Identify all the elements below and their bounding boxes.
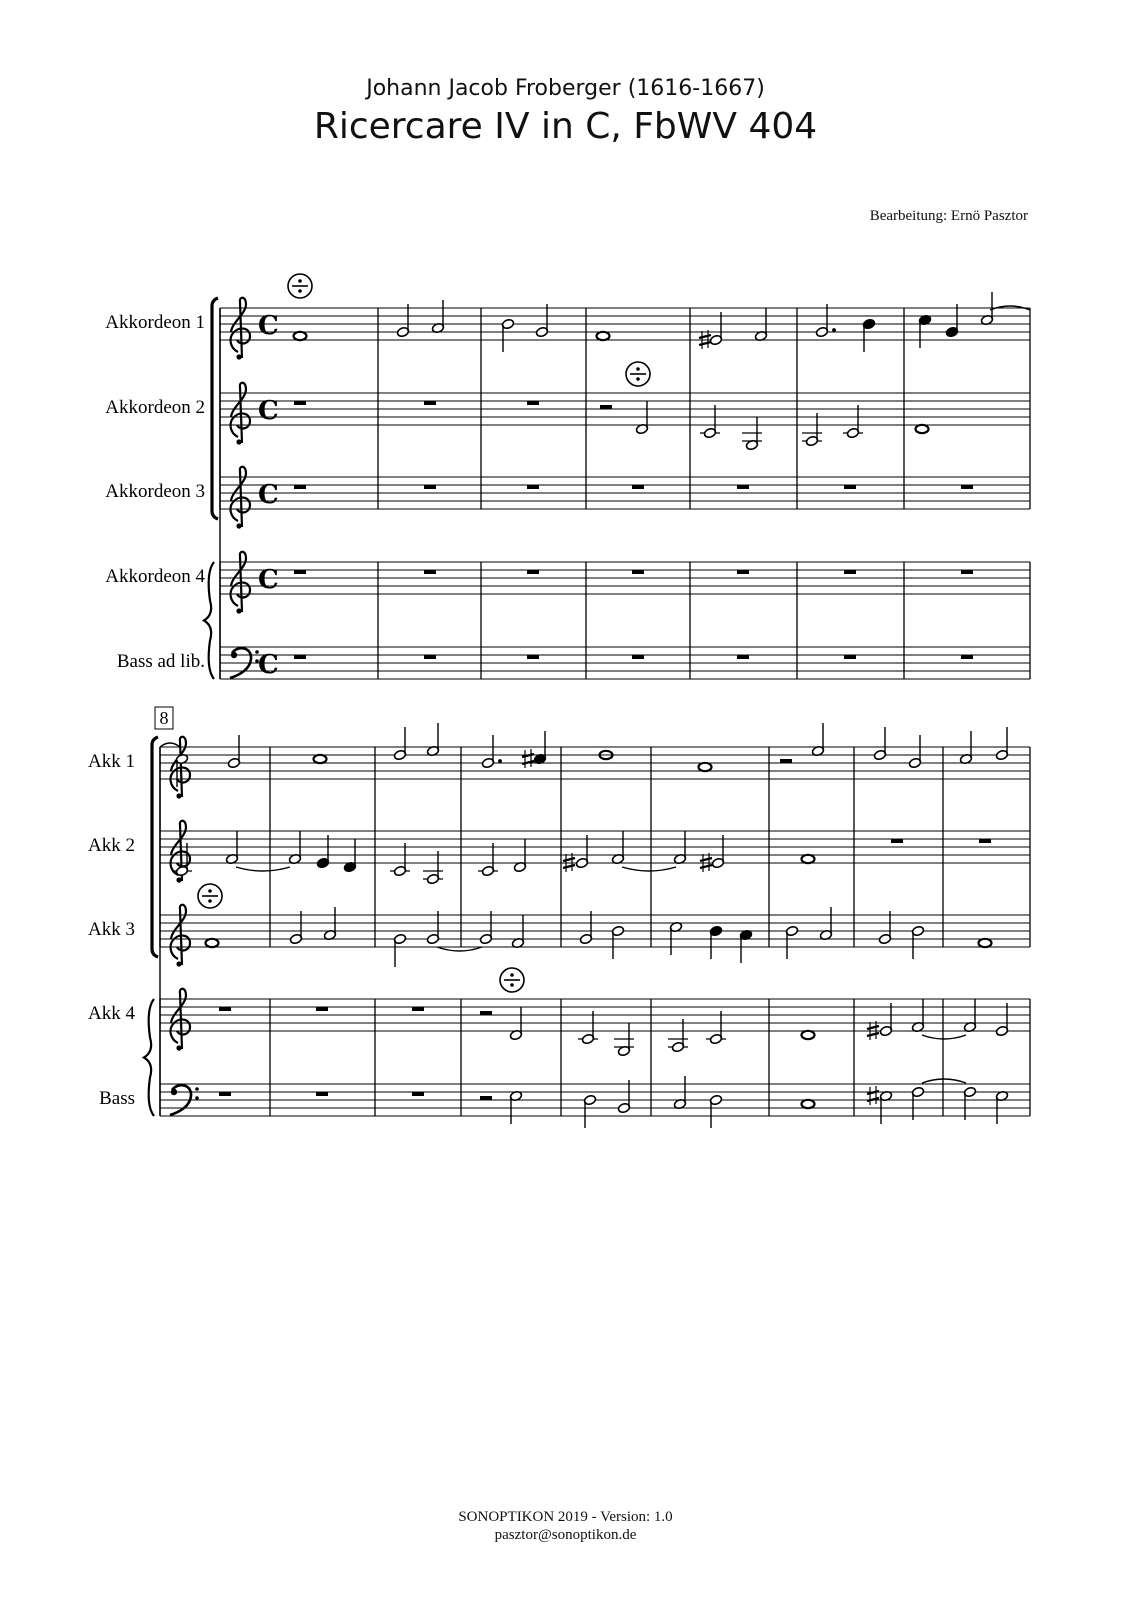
system-2	[88, 707, 1030, 1128]
rest	[780, 759, 792, 763]
note	[668, 1019, 688, 1053]
note	[785, 925, 798, 959]
bracket	[212, 298, 218, 519]
rest	[527, 570, 539, 574]
note	[862, 318, 875, 352]
piece-title: Ricercare IV in C, FbWV 404	[313, 106, 818, 147]
time-signature: C	[258, 565, 279, 595]
note	[911, 925, 924, 959]
tie	[437, 947, 482, 951]
staff-label: Bass ad lib.	[116, 651, 205, 672]
rest	[424, 401, 436, 405]
rest	[480, 1096, 492, 1100]
arranger-credit: Bearbeitung: Ernö Pasztor	[869, 208, 1028, 224]
staff-2	[160, 821, 1030, 883]
note	[739, 929, 752, 963]
note	[597, 332, 610, 340]
note	[501, 318, 514, 352]
note	[911, 999, 924, 1033]
note	[963, 1086, 976, 1120]
tie	[160, 743, 180, 747]
note	[911, 1086, 924, 1120]
note	[711, 835, 724, 869]
rest	[219, 1007, 231, 1011]
note	[709, 1094, 722, 1128]
treble-clef-icon	[171, 989, 190, 1051]
tie	[922, 1035, 966, 1039]
footer-publisher: SONOPTIKON 2019 - Version: 1.0	[458, 1509, 673, 1525]
staff-label: Akkordeon 1	[105, 312, 205, 333]
measure-number: 8	[159, 708, 169, 728]
rest	[737, 485, 749, 489]
note	[225, 831, 238, 865]
staff-2	[220, 383, 1030, 445]
note	[945, 304, 958, 338]
tie	[922, 1079, 966, 1083]
rest	[294, 570, 306, 574]
staff-label: Akkordeon 3	[105, 481, 205, 502]
fermata-icon	[198, 884, 222, 908]
tie	[622, 867, 676, 871]
note	[709, 312, 722, 346]
staff-5	[220, 647, 1030, 680]
rest	[316, 1092, 328, 1096]
staff-1	[220, 298, 1030, 360]
note	[535, 304, 548, 338]
staff-4	[220, 552, 1030, 614]
rest	[294, 485, 306, 489]
fermata-icon	[500, 968, 524, 992]
note	[578, 1011, 598, 1045]
rest	[979, 839, 991, 843]
note	[811, 723, 824, 757]
rest	[844, 485, 856, 489]
note	[995, 1003, 1008, 1037]
treble-clef-icon	[231, 383, 250, 445]
treble-clef-icon	[171, 737, 190, 799]
time-signature: C	[258, 396, 279, 426]
fermata-icon	[626, 362, 650, 386]
staff-3	[220, 467, 1030, 529]
brace	[204, 562, 214, 679]
rest	[424, 570, 436, 574]
staff-3	[160, 905, 1030, 967]
note	[669, 921, 682, 955]
sharp-icon	[522, 749, 534, 768]
note	[635, 401, 648, 435]
staff-label: Akk 4	[88, 1003, 135, 1024]
note	[754, 308, 767, 342]
dot	[832, 328, 836, 332]
rest	[737, 570, 749, 574]
note	[393, 727, 406, 761]
note	[873, 727, 886, 761]
note	[617, 1080, 630, 1114]
note	[878, 911, 891, 945]
rest	[527, 655, 539, 659]
staff-label: Bass	[99, 1088, 135, 1109]
rest	[527, 485, 539, 489]
rest	[632, 485, 644, 489]
treble-clef-icon	[171, 905, 190, 967]
rest	[294, 401, 306, 405]
note	[879, 1090, 892, 1124]
note	[802, 1031, 815, 1039]
note	[673, 1076, 686, 1110]
rest	[412, 1007, 424, 1011]
rest	[632, 570, 644, 574]
note	[611, 831, 624, 865]
note	[511, 915, 524, 949]
note	[533, 731, 546, 765]
note	[815, 304, 828, 338]
staff-4	[160, 989, 1030, 1051]
note	[206, 939, 219, 947]
note	[879, 1003, 892, 1037]
brace	[144, 999, 154, 1116]
rest	[961, 485, 973, 489]
rest	[737, 655, 749, 659]
system-1	[105, 274, 1030, 680]
note	[478, 843, 498, 877]
bracket	[152, 737, 158, 957]
time-signature: C	[258, 480, 279, 510]
treble-clef-icon	[231, 467, 250, 529]
note	[314, 755, 327, 763]
rest	[844, 570, 856, 574]
rest	[527, 401, 539, 405]
staff-label: Akk 1	[88, 751, 135, 772]
fermata-icon	[288, 274, 312, 298]
treble-clef-icon	[231, 552, 250, 614]
note	[396, 304, 409, 338]
note	[995, 1090, 1008, 1124]
note	[509, 1007, 522, 1041]
note	[995, 727, 1008, 761]
tie	[236, 867, 290, 871]
rest	[412, 1092, 424, 1096]
rest	[961, 570, 973, 574]
note	[614, 1023, 634, 1057]
note	[843, 405, 863, 439]
rest	[480, 1011, 492, 1015]
rest	[219, 1092, 231, 1096]
note	[802, 413, 822, 447]
sharp-icon	[867, 1086, 879, 1105]
note	[802, 1100, 815, 1108]
rest	[424, 485, 436, 489]
note	[709, 925, 722, 959]
rest	[316, 1007, 328, 1011]
staff-1	[160, 737, 1030, 799]
note	[916, 425, 929, 433]
note	[479, 911, 492, 945]
note	[579, 911, 592, 945]
rest	[961, 655, 973, 659]
note	[294, 332, 307, 340]
staff-label: Akk 2	[88, 835, 135, 856]
note	[426, 911, 439, 945]
staff-label: Akk 3	[88, 919, 135, 940]
treble-clef-icon	[231, 298, 250, 360]
rest	[424, 655, 436, 659]
note	[742, 417, 762, 451]
note	[431, 300, 444, 334]
note	[802, 855, 815, 863]
note	[673, 831, 686, 865]
note	[509, 1090, 522, 1124]
composer-line: Johann Jacob Froberger (1616-1667)	[366, 76, 765, 101]
note	[426, 723, 439, 757]
note	[289, 911, 302, 945]
note	[611, 925, 624, 959]
note	[979, 939, 992, 947]
note	[575, 835, 588, 869]
dot	[498, 759, 502, 763]
note	[583, 1094, 596, 1128]
rest	[294, 655, 306, 659]
note	[699, 763, 712, 771]
note	[288, 831, 301, 865]
note	[481, 735, 494, 769]
rest	[844, 655, 856, 659]
note	[343, 839, 356, 873]
note	[706, 1011, 726, 1045]
note	[513, 839, 526, 873]
rest	[891, 839, 903, 843]
note	[316, 835, 329, 869]
note	[390, 843, 410, 877]
note	[959, 731, 972, 765]
staff-label: Akkordeon 4	[105, 566, 205, 587]
note	[963, 999, 976, 1033]
rest	[632, 655, 644, 659]
rest	[600, 405, 612, 409]
time-signature: C	[258, 650, 279, 680]
note	[908, 735, 921, 769]
footer-email: pasztor@sonoptikon.de	[494, 1527, 637, 1543]
time-signature: C	[258, 311, 279, 341]
note	[423, 851, 443, 885]
note	[227, 735, 240, 769]
note	[819, 907, 832, 941]
note	[700, 405, 720, 439]
staff-label: Akkordeon 2	[105, 397, 205, 418]
note	[323, 907, 336, 941]
note	[918, 314, 931, 348]
note	[393, 933, 406, 967]
